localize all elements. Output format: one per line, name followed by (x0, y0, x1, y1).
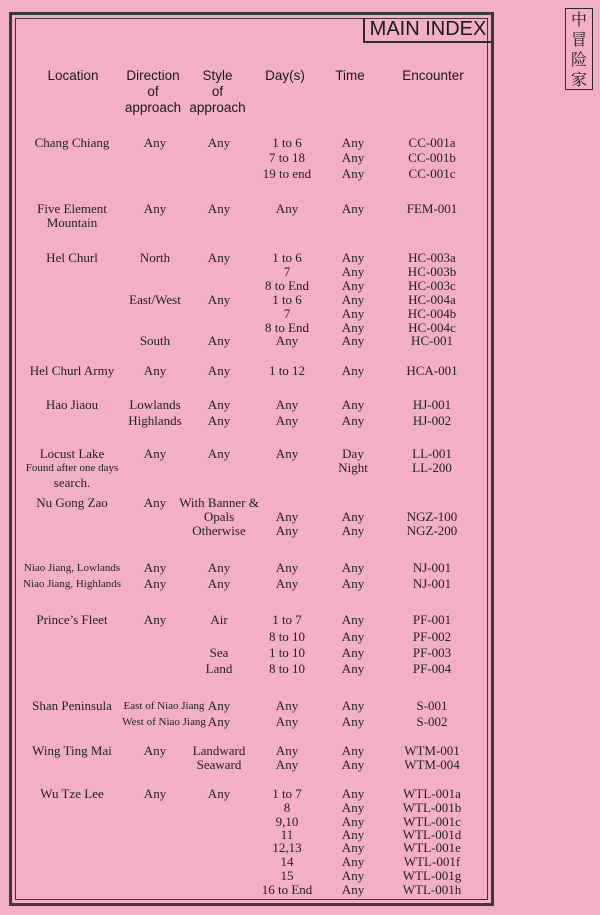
cell-location: search. (53, 475, 91, 490)
cell-encounter: WTM-004 (404, 757, 460, 772)
cell-encounter: HC-001 (411, 333, 453, 348)
cell-style: Any (207, 446, 231, 461)
cell-style: Any (207, 292, 231, 307)
cell-encounter: NGZ-100 (406, 509, 458, 524)
cell-encounter: FEM-001 (406, 201, 458, 216)
cell-time: Any (341, 363, 365, 378)
cell-days: 7 (283, 264, 291, 279)
cell-time: Any (341, 743, 365, 758)
cell-direction: North (139, 250, 171, 265)
cell-direction: Any (143, 446, 167, 461)
cell-style: Land (205, 661, 233, 676)
cell-location: Niao Jiang, Highlands (22, 578, 122, 590)
cell-style: With Banner & (179, 495, 259, 510)
side-label-char: 冒 (570, 30, 587, 49)
cell-style: Air (210, 612, 228, 627)
cell-encounter: HC-004c (408, 320, 456, 335)
cell-days: 11 (280, 827, 294, 842)
cell-time: Any (341, 661, 365, 676)
cell-time: Any (341, 320, 365, 335)
cell-location: Mountain (46, 215, 98, 230)
cell-encounter: CC-001b (408, 150, 456, 165)
cell-direction: Any (143, 576, 167, 591)
cell-time: Any (341, 560, 365, 575)
cell-encounter: WTL-001c (403, 814, 461, 829)
cell-style: Any (207, 560, 231, 575)
side-label (565, 8, 593, 90)
cell-direction: South (139, 333, 171, 348)
cell-style: Any (207, 201, 231, 216)
cell-direction: East of Niao Jiang (123, 700, 205, 712)
cell-encounter: CC-001c (408, 166, 456, 181)
cell-days: 19 to end (262, 166, 312, 181)
cell-time: Any (341, 714, 365, 729)
cell-time: Any (341, 135, 365, 150)
cell-location: Wu Tze Lee (40, 786, 104, 801)
cell-time: Any (341, 800, 365, 815)
cell-time: Any (341, 645, 365, 660)
cell-time: Day (342, 446, 364, 461)
cell-location: Prince’s Fleet (36, 612, 108, 627)
cell-time: Any (341, 333, 365, 348)
cell-days: 15 (280, 868, 294, 883)
cell-time: Any (341, 413, 365, 428)
cell-encounter: HJ-001 (412, 397, 452, 412)
cell-style: Any (207, 333, 231, 348)
cell-style: Any (207, 413, 231, 428)
cell-days: 1 to 6 (272, 135, 302, 150)
cell-days: 1 to 6 (272, 250, 302, 265)
cell-encounter: PF-002 (412, 629, 452, 644)
cell-days: Any (275, 757, 299, 772)
cell-time: Any (341, 814, 365, 829)
cell-encounter: WTL-001b (402, 800, 462, 815)
cell-days: Any (275, 413, 299, 428)
cell-time: Any (341, 306, 365, 321)
cell-time: Any (341, 612, 365, 627)
cell-days: 8 to End (264, 320, 310, 335)
cell-encounter: PF-004 (412, 661, 452, 676)
cell-direction: Any (143, 743, 167, 758)
cell-style: Any (207, 786, 231, 801)
cell-direction: Any (143, 363, 167, 378)
cell-direction: East/West (129, 292, 181, 307)
cell-encounter: WTM-001 (404, 743, 460, 758)
side-label-char: 险 (570, 50, 587, 69)
cell-encounter: S-002 (416, 714, 448, 729)
cell-encounter: WTL-001e (403, 840, 461, 855)
side-label-char: 家 (570, 70, 587, 89)
cell-time: Any (341, 840, 365, 855)
cell-time: Any (341, 698, 365, 713)
cell-encounter: NJ-001 (412, 576, 452, 591)
cell-days: Any (275, 576, 299, 591)
cell-style: Any (207, 250, 231, 265)
cell-location: Five Element (37, 201, 107, 216)
cell-days: 16 to End (261, 882, 313, 897)
cell-days: 8 to End (264, 278, 310, 293)
cell-location: Found after one days (25, 462, 119, 474)
cell-encounter: HC-003c (408, 278, 456, 293)
cell-encounter: HC-003a (408, 250, 456, 265)
cell-days: 8 to 10 (268, 661, 306, 676)
cell-style: Landward (192, 743, 246, 758)
cell-direction: West of Niao Jiang (122, 716, 206, 728)
cell-days: 8 (283, 800, 291, 815)
cell-encounter: HC-003b (407, 264, 457, 279)
cell-encounter: PF-001 (412, 612, 452, 627)
cell-days: 8 to 10 (268, 629, 306, 644)
cell-location: Nu Gong Zao (36, 495, 108, 510)
cell-days: 7 to 18 (268, 150, 306, 165)
side-label-char: 中 (570, 10, 587, 29)
cell-time: Any (341, 786, 365, 801)
cell-style: Any (207, 397, 231, 412)
header-location: Location (47, 68, 99, 83)
cell-direction: Any (143, 560, 167, 575)
cell-encounter: HC-004a (408, 292, 456, 307)
cell-days: Any (275, 509, 299, 524)
cell-days: Any (275, 523, 299, 538)
cell-location: Shan Peninsula (32, 698, 112, 713)
cell-encounter: WTL-001d (402, 827, 462, 842)
cell-days: Any (275, 698, 299, 713)
header-encounter: Encounter (402, 68, 464, 83)
cell-days: 14 (280, 854, 294, 869)
header-time: Time (335, 68, 365, 83)
cell-location: Hao Jiaou (45, 397, 99, 412)
cell-time: Any (341, 250, 365, 265)
cell-time: Any (341, 576, 365, 591)
cell-direction: Any (143, 495, 167, 510)
cell-encounter: HC-004b (407, 306, 457, 321)
cell-location: Wing Ting Mai (32, 743, 112, 758)
cell-style: Any (207, 698, 231, 713)
cell-encounter: LL-200 (412, 460, 452, 475)
header-direction: Direction of approach (124, 68, 182, 115)
cell-style: Any (207, 363, 231, 378)
cell-style: Seaward (196, 757, 242, 772)
cell-encounter: NGZ-200 (406, 523, 458, 538)
header-style: Style of approach (189, 68, 246, 115)
cell-time: Any (341, 882, 365, 897)
cell-style: Any (207, 714, 231, 729)
cell-days: 1 to 10 (268, 645, 306, 660)
cell-encounter: WTL-001a (403, 786, 461, 801)
cell-location: Hel Churl Army (29, 363, 115, 378)
cell-encounter: PF-003 (412, 645, 452, 660)
cell-location: Chang Chiang (34, 135, 110, 150)
cell-days: Any (275, 446, 299, 461)
cell-time: Any (341, 523, 365, 538)
cell-time: Any (341, 150, 365, 165)
cell-direction: Any (143, 786, 167, 801)
cell-time: Any (341, 854, 365, 869)
cell-time: Any (341, 868, 365, 883)
cell-days: Any (275, 333, 299, 348)
page-title: MAIN INDEX (363, 18, 491, 43)
cell-time: Any (341, 166, 365, 181)
cell-encounter: NJ-001 (412, 560, 452, 575)
cell-days: 7 (283, 306, 291, 321)
cell-days: Any (275, 397, 299, 412)
cell-days: 12,13 (272, 840, 302, 855)
cell-encounter: HJ-002 (412, 413, 452, 428)
cell-location: Locust Lake (39, 446, 105, 461)
cell-encounter: S-001 (416, 698, 448, 713)
cell-days: 1 to 7 (272, 786, 302, 801)
cell-location: Hel Churl (46, 250, 98, 265)
cell-days: Any (275, 201, 299, 216)
cell-style: Sea (209, 645, 229, 660)
cell-days: 1 to 7 (272, 612, 302, 627)
cell-encounter: WTL-001f (403, 854, 461, 869)
cell-encounter: WTL-001h (402, 882, 462, 897)
cell-days: 1 to 6 (272, 292, 302, 307)
cell-direction: Any (143, 135, 167, 150)
cell-days: Any (275, 743, 299, 758)
cell-direction: Any (143, 201, 167, 216)
cell-encounter: CC-001a (408, 135, 456, 150)
cell-style: Any (207, 576, 231, 591)
cell-days: Any (275, 714, 299, 729)
cell-time: Any (341, 264, 365, 279)
cell-time: Any (341, 757, 365, 772)
cell-encounter: HCA-001 (406, 363, 458, 378)
cell-days: 1 to 12 (268, 363, 306, 378)
cell-time: Any (341, 278, 365, 293)
cell-encounter: LL-001 (412, 446, 452, 461)
cell-time: Night (338, 460, 368, 475)
cell-time: Any (341, 629, 365, 644)
cell-time: Any (341, 827, 365, 842)
cell-time: Any (341, 292, 365, 307)
cell-time: Any (341, 397, 365, 412)
header-days: Day(s) (265, 68, 305, 83)
cell-direction: Any (143, 612, 167, 627)
cell-time: Any (341, 509, 365, 524)
cell-encounter: WTL-001g (402, 868, 462, 883)
cell-time: Any (341, 201, 365, 216)
cell-direction: Lowlands (129, 397, 181, 412)
cell-location: Niao Jiang, Lowlands (23, 562, 121, 574)
cell-days: Any (275, 560, 299, 575)
cell-style: Otherwise (192, 523, 246, 538)
cell-style: Any (207, 135, 231, 150)
cell-direction: Highlands (128, 413, 182, 428)
cell-days: 9,10 (275, 814, 299, 829)
cell-style: Opals (203, 509, 235, 524)
